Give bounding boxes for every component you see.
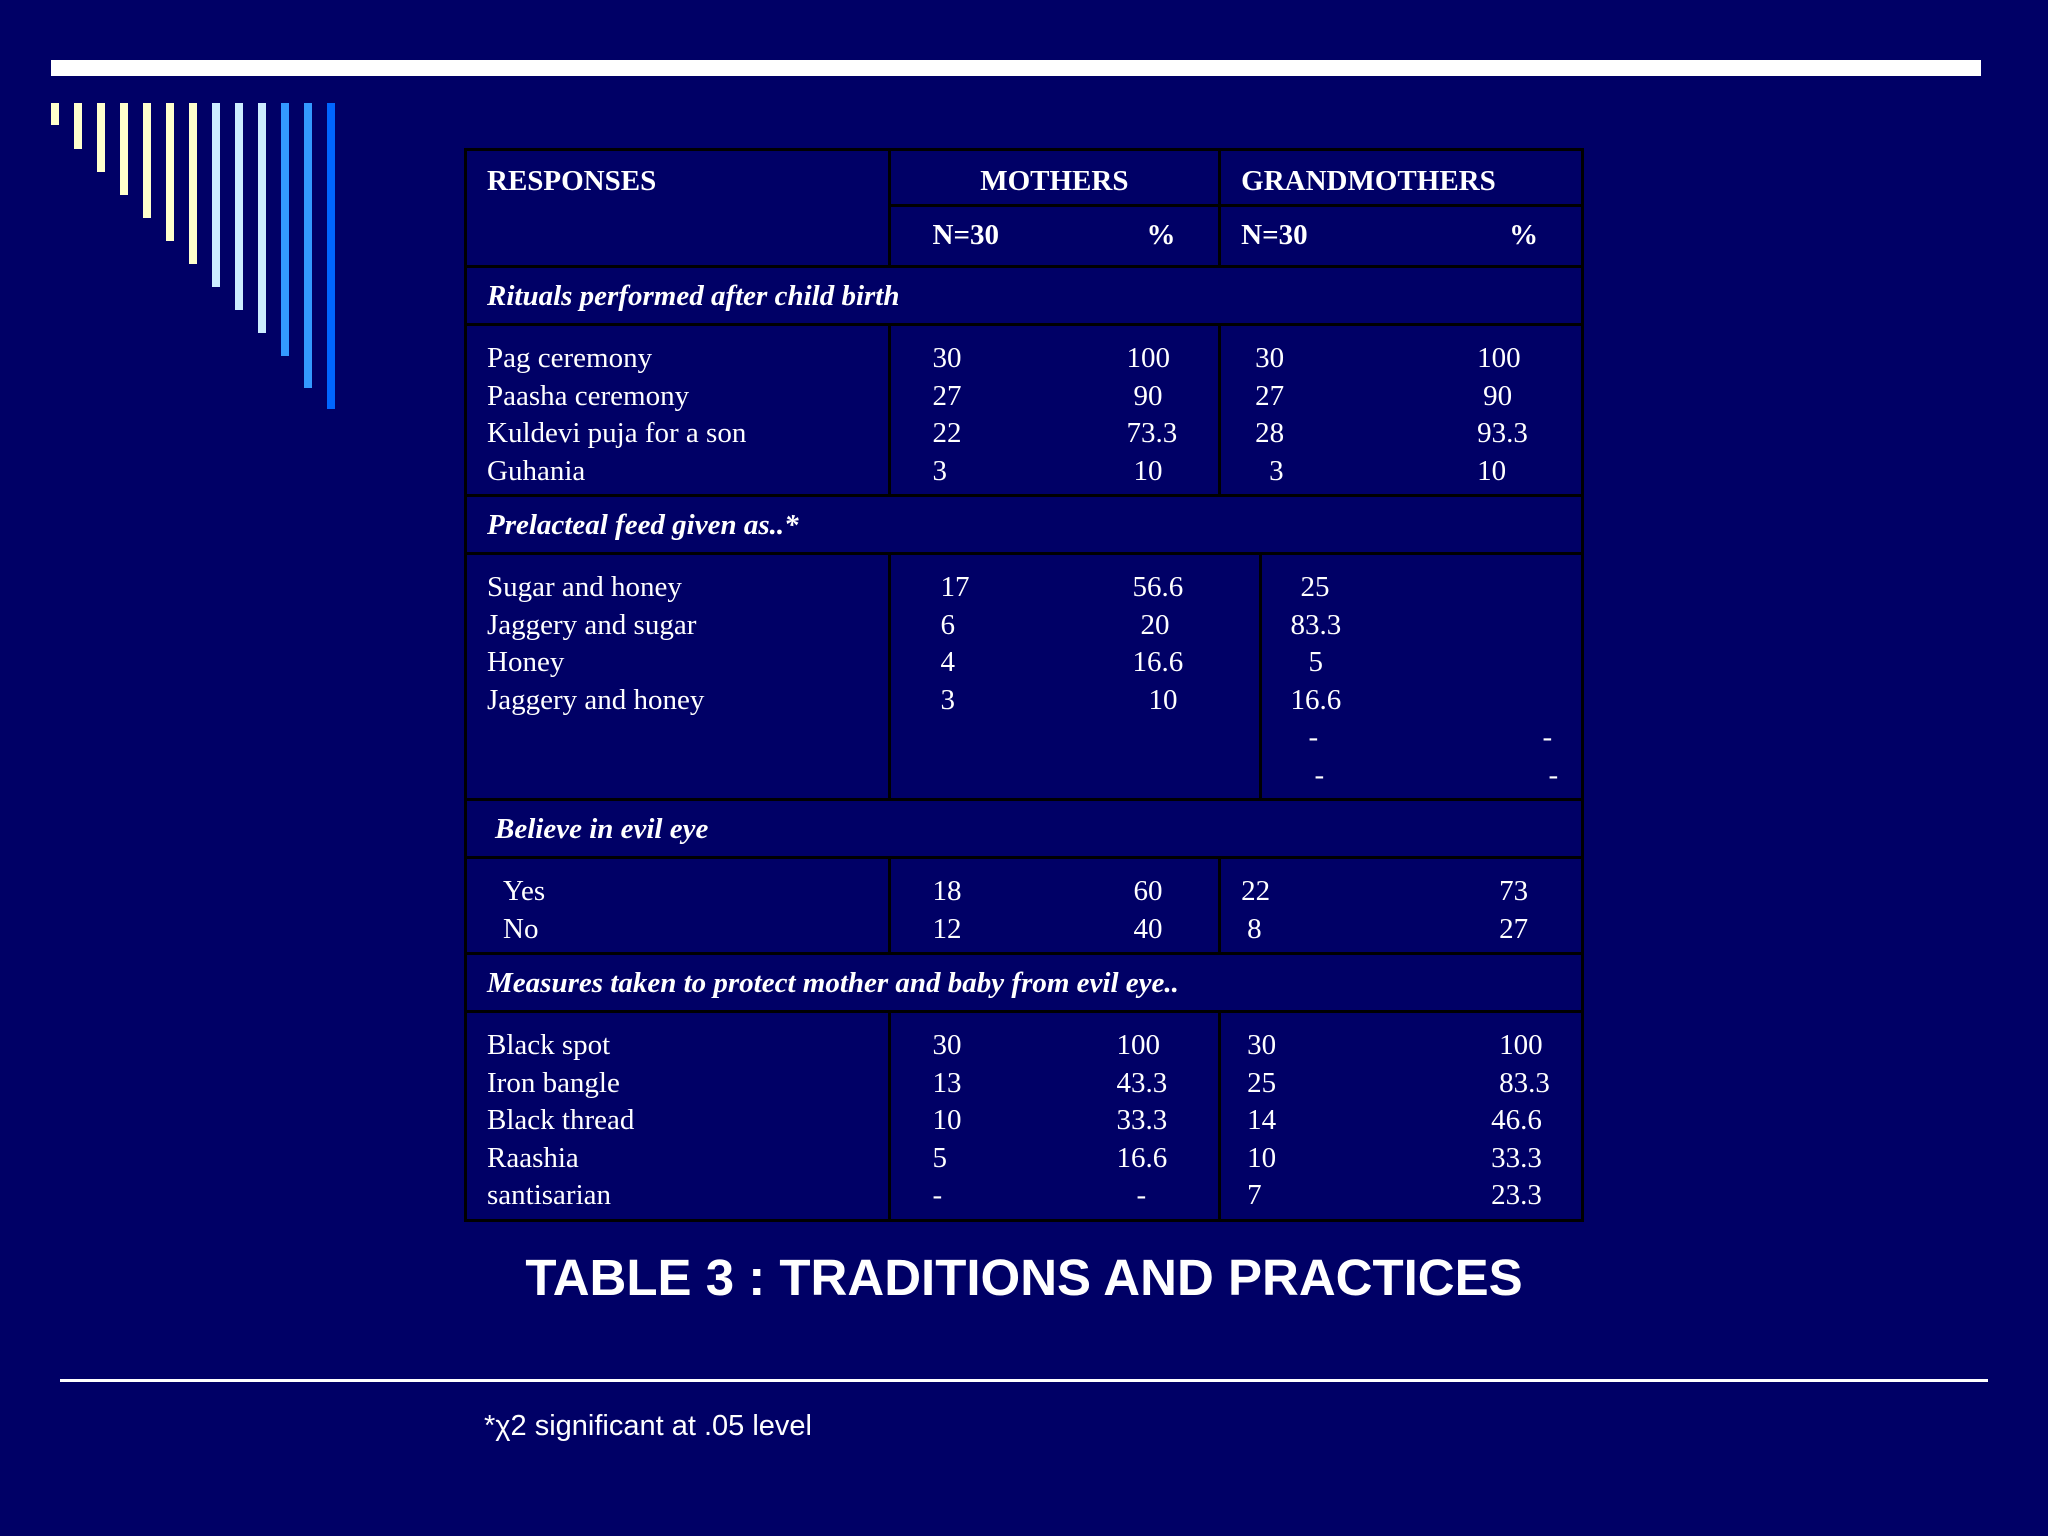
grandmothers-pct-value: -: [1548, 758, 1559, 791]
row-label: Honey: [487, 646, 565, 678]
grandmothers-pct-value: 73: [1499, 875, 1529, 907]
section-labels: [466, 1012, 890, 1221]
mothers-pct-value: 100: [1126, 342, 1171, 374]
mothers-n-value: 27: [932, 379, 962, 412]
row-label: Guhania: [487, 454, 586, 487]
grandmothers-n-value: 28: [1255, 417, 1285, 449]
mothers-pct-value: 73.3: [1126, 417, 1178, 449]
mothers-subheader: [889, 206, 1220, 267]
row-label: Jaggery and honey: [487, 683, 705, 716]
grandmothers-n-value: 8: [1247, 912, 1262, 945]
traditions-table: [464, 148, 1584, 1222]
section-title: Prelacteal feed given as..*: [466, 496, 1583, 554]
grandmothers-n-value: 7: [1247, 1179, 1262, 1211]
grandmothers-n-label: N=30: [1241, 219, 1308, 251]
grandmothers-pct-value: 27: [1499, 912, 1529, 945]
header-grandmothers: GRANDMOTHERS: [1220, 150, 1583, 206]
grandmothers-n-value: 30: [1247, 1029, 1277, 1061]
grandmothers-n-value: -: [1314, 758, 1325, 791]
grandmothers-pct-value: 23.3: [1491, 1179, 1542, 1211]
prelacteal-values: [889, 554, 1582, 800]
header-responses: [466, 150, 890, 267]
stripe: [97, 103, 105, 172]
grandmothers-n-value: 25: [1300, 571, 1330, 603]
section-title: Rituals performed after child birth: [466, 267, 1583, 325]
stripe: [189, 103, 197, 264]
mothers-pct-value: 16.6: [1116, 1141, 1168, 1174]
mothers-pct-value: 100: [1116, 1029, 1161, 1061]
grandmothers-pct-value: -: [1542, 721, 1553, 753]
row-label: Black thread: [487, 1104, 635, 1136]
grandmothers-n-value: 14: [1247, 1104, 1277, 1136]
grandmothers-n-value: -: [1308, 721, 1319, 753]
stripe: [235, 103, 243, 310]
mothers-values: [889, 325, 1220, 496]
header-responses-label: RESPONSES: [487, 165, 657, 197]
grandmothers-values: [1220, 858, 1583, 954]
row-label: Jaggery and sugar: [487, 608, 697, 641]
section-labels: [466, 858, 890, 954]
grandmothers-pct-value: 93.3: [1477, 417, 1528, 449]
row-label: Black spot: [487, 1029, 611, 1061]
stripe: [143, 103, 151, 218]
table-caption: TABLE 3 : TRADITIONS AND PRACTICES: [525, 1249, 1523, 1306]
row-label: Yes: [503, 875, 546, 907]
grandmothers-pct-value: 33.3: [1491, 1141, 1542, 1174]
mothers-n-value: 3: [932, 454, 948, 487]
grandmothers-n-value: 27: [1255, 379, 1285, 412]
stripe: [120, 103, 128, 195]
mothers-pct-value: 90: [1133, 379, 1163, 412]
grandmothers-subheader: [1220, 206, 1583, 267]
grandmothers-pct-value: 90: [1483, 379, 1513, 412]
mothers-n-value: 18: [932, 875, 962, 907]
mothers-n-value: 3: [940, 683, 956, 716]
row-label: Iron bangle: [487, 1066, 620, 1099]
stripe: [327, 103, 335, 409]
header-mothers: MOTHERS: [889, 150, 1220, 206]
mothers-pct-value: 10: [1133, 454, 1163, 487]
grandmothers-n-value: 30: [1255, 342, 1285, 374]
mothers-pct-value: 20: [1140, 608, 1170, 641]
grandmothers-values: [1220, 1012, 1583, 1221]
grandmothers-pct-value: 100: [1477, 342, 1521, 374]
footnote: *χ2 significant at .05 level: [484, 1410, 812, 1442]
stripe: [166, 103, 174, 241]
grandmothers-n-value: 16.6: [1290, 683, 1342, 716]
mothers-n-value: 30: [932, 1029, 962, 1061]
section-title: Believe in evil eye: [466, 800, 1583, 858]
stripe: [281, 103, 289, 356]
grandmothers-pct-value: 100: [1499, 1029, 1543, 1061]
mothers-pct-label: %: [1146, 219, 1176, 251]
mothers-n-value: 6: [940, 608, 956, 641]
top-rule: [51, 60, 1981, 76]
mothers-pct-value: 40: [1133, 912, 1163, 945]
row-label: Raashia: [487, 1141, 579, 1174]
section-title: Measures taken to protect mother and baby from evil eye..: [466, 954, 1583, 1012]
grandmothers-n-value: 10: [1247, 1141, 1277, 1174]
grandmothers-pct-value: 46.6: [1491, 1104, 1542, 1136]
bottom-rule: [60, 1379, 1988, 1382]
grandmothers-n-value: 3: [1269, 454, 1284, 487]
mothers-pct-value: 56.6: [1132, 571, 1184, 603]
grandmothers-values: [1220, 325, 1583, 496]
row-label: Pag ceremony: [487, 342, 653, 374]
mothers-pct-value: 33.3: [1116, 1104, 1168, 1136]
stripe: [74, 103, 82, 149]
mothers-pct-value: 16.6: [1132, 646, 1184, 678]
mothers-values: [889, 858, 1220, 954]
section-labels: [466, 554, 890, 800]
mothers-n-value: 30: [932, 342, 962, 374]
row-label: Paasha ceremony: [487, 379, 690, 412]
grandmothers-pct-value: 10: [1477, 454, 1507, 487]
grandmothers-pct-value: 83.3: [1499, 1066, 1550, 1099]
mothers-n-label: N=30: [932, 219, 999, 251]
mothers-n-value: 17: [940, 571, 970, 603]
mothers-n-value: -: [932, 1179, 943, 1211]
section-labels: [466, 325, 890, 496]
mothers-pct-value: 43.3: [1116, 1066, 1168, 1099]
mothers-n-value: 5: [932, 1141, 948, 1174]
row-label: Kuldevi puja for a son: [487, 417, 747, 449]
grandmothers-n-value: 5: [1308, 646, 1324, 678]
row-label: No: [503, 912, 539, 945]
stripe: [51, 103, 59, 125]
grandmothers-pct-label: %: [1509, 219, 1539, 251]
mothers-n-value: 13: [932, 1066, 962, 1099]
mothers-values: [889, 1012, 1220, 1221]
mothers-pct-value: 60: [1133, 875, 1163, 907]
mothers-n-value: 10: [932, 1104, 962, 1136]
mothers-pct-value: 10: [1148, 683, 1178, 716]
mothers-n-value: 22: [932, 417, 962, 449]
mothers-n-value: 4: [940, 646, 956, 678]
row-label: Sugar and honey: [487, 571, 682, 603]
grandmothers-n-value: 83.3: [1290, 608, 1342, 641]
grandmothers-n-value: 25: [1247, 1066, 1277, 1099]
stripe: [258, 103, 266, 333]
stripe: [212, 103, 220, 287]
stripe: [304, 103, 312, 388]
grandmothers-n-value: 22: [1241, 875, 1271, 907]
mothers-pct-value: -: [1136, 1179, 1147, 1211]
row-label: santisarian: [487, 1179, 612, 1211]
mothers-n-value: 12: [932, 912, 962, 945]
